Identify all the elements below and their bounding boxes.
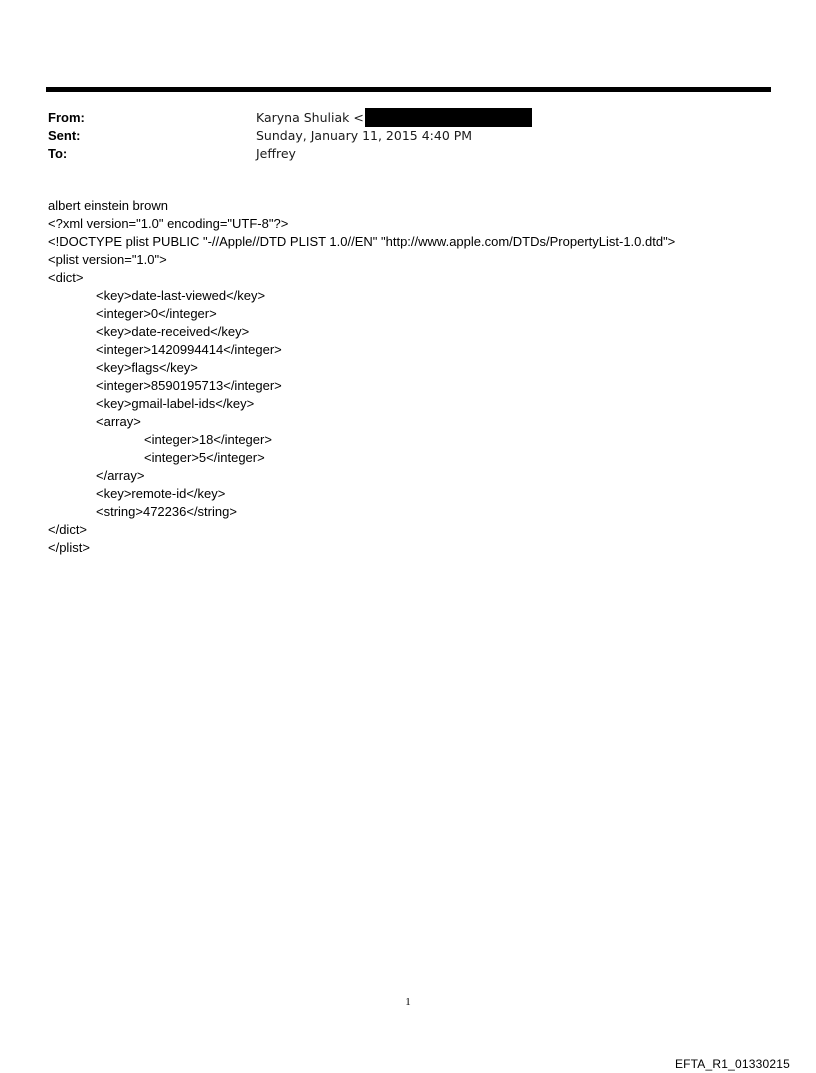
body-line-dict-close: </dict> — [48, 522, 88, 537]
body-line: <integer>18</integer> — [144, 432, 272, 447]
body-line-plist-open: <plist version="1.0"> — [48, 252, 167, 267]
body-line-dict-open: <dict> — [48, 270, 84, 285]
body-line-subject: albert einstein brown — [48, 198, 168, 213]
body-line: <key>remote-id</key> — [96, 486, 226, 501]
to-label: To: — [48, 145, 68, 161]
body-line-doctype: <!DOCTYPE plist PUBLIC "-//Apple//DTD PLIST 1.0//EN" "http://www.apple.com/DTDs/PropertyList-1.0.dtd"> — [48, 234, 676, 249]
to-row — [48, 144, 748, 162]
body-line-plist-close: </plist> — [48, 540, 90, 555]
body-line: <string>472236</string> — [96, 504, 237, 519]
body-line: <integer>0</integer> — [96, 306, 217, 321]
bates-number: EFTA_R1_01330215 — [674, 1057, 790, 1071]
body-line: </array> — [96, 468, 145, 483]
from-value — [256, 108, 532, 127]
body-line: <key>date-received</key> — [96, 324, 250, 339]
body-line: <integer>8590195713</integer> — [96, 378, 282, 393]
body-line: <key>gmail-label-ids</key> — [96, 396, 255, 411]
body-line: <key>date-last-viewed</key> — [96, 288, 266, 303]
sent-value: Sunday, January 11, 2015 4:40 PM — [256, 127, 473, 143]
sent-label: Sent: — [48, 127, 81, 143]
page-number: 1 — [405, 996, 411, 1008]
body-line: <array> — [96, 414, 141, 429]
sender-name: Karyna Shuliak < — [256, 109, 364, 125]
from-row — [48, 108, 748, 126]
redaction-box — [365, 108, 532, 127]
body-line: <integer>5</integer> — [144, 450, 265, 465]
body-line-xml-decl: <?xml version="1.0" encoding="UTF-8"?> — [48, 216, 289, 231]
body-line: <integer>1420994414</integer> — [96, 342, 282, 357]
email-header — [48, 108, 748, 162]
header-rule — [46, 87, 771, 92]
body-line: <key>flags</key> — [96, 360, 198, 375]
sent-row — [48, 126, 748, 144]
from-label: From: — [48, 109, 85, 125]
email-body — [48, 197, 788, 557]
to-value: Jeffrey — [256, 145, 296, 161]
